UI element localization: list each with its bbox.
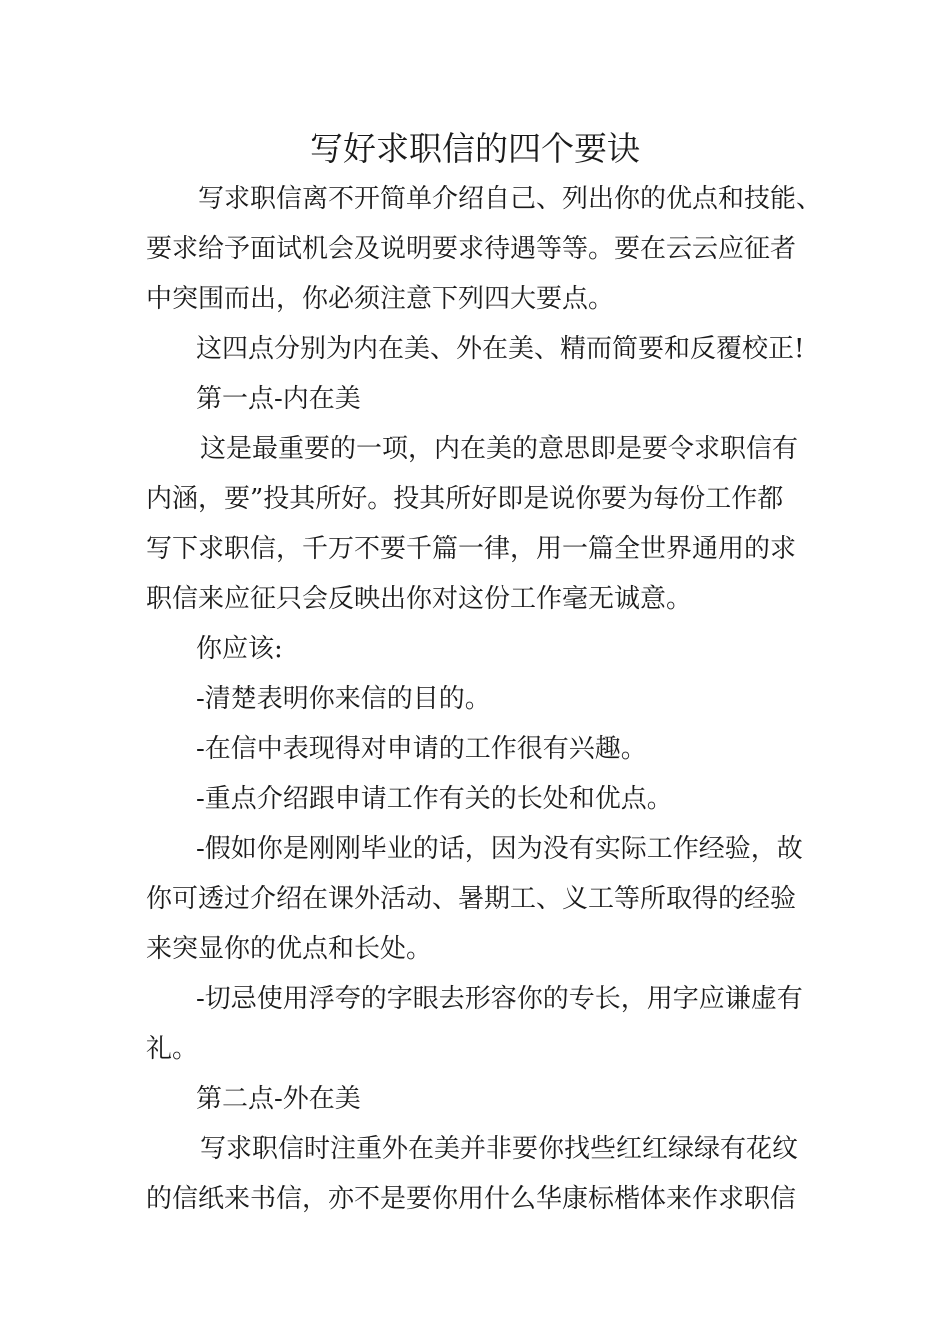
paragraph-line: 的信纸来书信，亦不是要你用什么华康标楷体来作求职信 <box>146 1184 797 1214</box>
paragraph-line: 这四点分别为内在美、外在美、精而简要和反覆校正! <box>196 334 805 364</box>
paragraph-line: 来突显你的优点和长处。 <box>146 934 433 964</box>
list-item: -重点介绍跟申请工作有关的长处和优点。 <box>196 784 673 814</box>
paragraph-line: 写下求职信，千万不要千篇一律，用一篇全世界通用的求 <box>146 534 797 564</box>
paragraph-line: 这是最重要的一项，内在美的意思即是要令求职信有 <box>200 434 799 464</box>
paragraph-line: 你应该: <box>196 634 283 664</box>
list-item: -切忌使用浮夸的字眼去形容你的专长，用字应谦虚有 <box>196 984 803 1014</box>
list-item: -假如你是刚刚毕业的话，因为没有实际工作经验，故 <box>196 834 803 864</box>
section-heading: 第一点-内在美 <box>196 384 361 414</box>
paragraph-line: 中突围而出，你必须注意下列四大要点。 <box>146 284 615 314</box>
paragraph-line: 写求职信时注重外在美并非要你找些红红绿绿有花纹 <box>200 1134 799 1164</box>
paragraph-line: 职信来应征只会反映出你对这份工作毫无诚意。 <box>146 584 693 614</box>
paragraph-line: 要求给予面试机会及说明要求待遇等等。要在云云应征者 <box>146 234 797 264</box>
paragraph-line: 写求职信离不开简单介绍自己、列出你的优点和技能、 <box>198 184 823 214</box>
paragraph-line: 礼。 <box>146 1034 199 1064</box>
paragraph-line: 你可透过介绍在课外活动、暑期工、义工等所取得的经验 <box>146 884 797 914</box>
document-title: 写好求职信的四个要诀 <box>310 129 640 168</box>
section-heading: 第二点-外在美 <box>196 1084 361 1114</box>
paragraph-line: 内涵，要”投其所好。投其所好即是说你要为每份工作都 <box>146 484 784 514</box>
list-item: -在信中表现得对申请的工作很有兴趣。 <box>196 734 647 764</box>
list-item: -清楚表明你来信的目的。 <box>196 684 491 714</box>
